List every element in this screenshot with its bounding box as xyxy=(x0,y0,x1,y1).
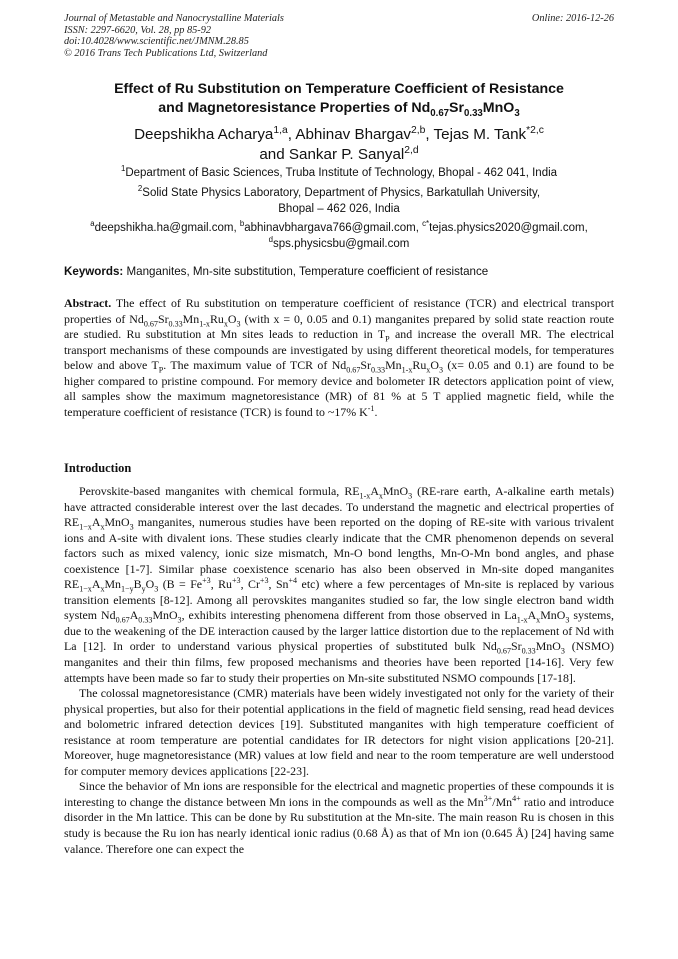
keywords-label: Keywords: xyxy=(64,265,124,278)
body-text: A xyxy=(91,515,101,530)
body-text: O xyxy=(145,577,155,592)
formula-sub: 0.67 xyxy=(115,615,130,625)
abstract-text: Ru xyxy=(412,358,427,373)
title-line-2 xyxy=(40,99,638,118)
formula-sub: 0.67 xyxy=(346,365,361,375)
online-date: Online: 2016-12-26 xyxy=(531,13,614,24)
body-text: etc) where a few percentages of Mn-site is replaced by various transition elements [8-12]. Among all perovskites manganites studied so far, the low single electron band width system Nd xyxy=(64,577,614,623)
affil-sup: 2 xyxy=(137,184,143,194)
formula-sup: +3 xyxy=(259,576,269,586)
formula-sub: 3 xyxy=(154,584,159,594)
affil-text: Department of Basic Sciences, Truba Institute of Technology, Bhopal - 462 041, India xyxy=(125,167,558,179)
formula-sub: 3 xyxy=(565,615,570,625)
formula-sub: x xyxy=(100,584,105,594)
abstract-label: Abstract. xyxy=(64,296,112,310)
introduction-body xyxy=(64,484,614,857)
email-link[interactable]: deepshikha.ha@gmail.com, xyxy=(94,222,240,234)
email-link[interactable]: sps.physicsbu@gmail.com xyxy=(273,237,410,250)
body-text: , Ru xyxy=(210,577,232,592)
formula-sub: 1-x xyxy=(359,491,371,501)
body-text: B xyxy=(133,577,142,592)
formula-sub: 0.33 xyxy=(138,615,153,625)
title-sub: 0.67 xyxy=(430,107,450,119)
author-list xyxy=(40,125,638,164)
author-sup: 1,a xyxy=(273,124,288,136)
affil-text: Solid State Physics Laboratory, Department of Physics, Barkatullah University, xyxy=(142,187,541,199)
abstract-text: Mn xyxy=(182,311,200,326)
intro-paragraph-1 xyxy=(64,484,614,686)
title-line-1: Effect of Ru Substitution on Temperature Coefficient of Resistance xyxy=(114,81,564,97)
formula-sub: x xyxy=(223,318,228,328)
body-text: /Mn xyxy=(492,794,513,809)
title-sub: 0.33 xyxy=(464,107,483,119)
body-text: , Sn xyxy=(268,577,289,592)
abstract-text: (x= 0.05 and 0.1) are found to be higher compared to pristine compound. For memory device and bolometer IR detectors application point of view, all samples show the maximum magnetoresistance (MR) of 81 % at 5 T applied magnetic field, while the temperature coefficient of resistance (TCR) is found to ~17% K xyxy=(64,358,614,419)
affiliation-1 xyxy=(40,166,638,182)
body-text: MnO xyxy=(540,608,566,623)
journal-name: Journal of Metastable and Nanocrystalline Materials xyxy=(64,13,284,24)
body-text: (B = Fe xyxy=(158,577,203,592)
formula-sub: 0.33 xyxy=(370,365,386,375)
email-sup: b xyxy=(239,219,245,229)
body-text: Since the behavior of Mn ions are responsible for the electrical and magnetic properties of these compounds it is interesting to change the distance between Mn ions in the compounds as well as the Mn xyxy=(64,779,614,809)
body-text: A xyxy=(91,577,101,592)
formula-sub: x xyxy=(536,615,541,625)
journal-doi[interactable]: doi:10.4028/www.scientific.net/JMNM.28.85 xyxy=(64,36,249,48)
section-heading-introduction: Introduction xyxy=(64,461,132,475)
body-text: (NSMO) manganites and their thin films, few proposed mechanisms and theories have been reported [14-16]. Very few attempts have been made so far to study their properties on Mn-site substituted NSMO compounds [17-18]. xyxy=(64,639,614,685)
abstract-text: O xyxy=(227,311,237,326)
abstract-text: Ru xyxy=(209,311,224,326)
body-text: A xyxy=(129,608,139,623)
affil-sup: 1 xyxy=(120,164,126,174)
body-text: MnO xyxy=(104,515,130,530)
formula-sub: x xyxy=(378,491,383,501)
formula-sub: 1−y xyxy=(121,584,134,594)
intro-paragraph-2: The colossal magnetoresistance (CMR) materials have been widely investigated not only for the variety of their physical properties, but also for their potential applications in the field of magnetic field sensing, read head devices and bolometric infrared detection devices [19]. Substituted manganites with high temperature coefficient of resistance at room temperature are potential candidates for IR detectors for night vision applications [20-21]. Moreover, huge magnetoresistance (MR) values at low field and near to the room temperature are well understood for computer memory devices applications [22-23]. xyxy=(64,686,614,778)
journal-header xyxy=(64,13,614,59)
author-sup: *2,c xyxy=(526,124,544,136)
email-sup: c* xyxy=(422,219,430,229)
author-sup: 2,b xyxy=(411,124,426,136)
author-separator: , xyxy=(287,126,296,143)
author-name: Tejas M. Tank xyxy=(433,126,527,143)
formula-sup: +3 xyxy=(232,576,241,586)
abstract-text: . xyxy=(374,404,378,419)
author-sup: 2,d xyxy=(404,144,419,156)
formula-sup: 4+ xyxy=(512,793,521,803)
body-text: MnO xyxy=(152,608,178,623)
formula-sub: 1-x xyxy=(401,365,413,375)
abstract-text: The effect of Ru substitution on temperature coefficient of resistance (TCR) and electrical transport properties of Nd xyxy=(64,296,614,326)
body-text: systems, due to the weakening of the DE interaction caused by the larger lattice distortion due to the replacement of Nd with La [12]. In order to understand various physical properties of substituted bulk Nd xyxy=(64,608,614,654)
author-name: Deepshikha Acharya xyxy=(134,126,274,143)
body-text: Perovskite-based manganites with chemical formula, RE xyxy=(79,484,360,498)
formula-sub: P xyxy=(385,334,390,344)
email-sup: a xyxy=(90,219,95,229)
title-text: Sr xyxy=(449,100,465,116)
formula-sub: 0.33 xyxy=(168,318,183,328)
body-text: MnO xyxy=(382,484,409,498)
email-link[interactable]: tejas.physics2020@gmail.com, xyxy=(429,222,588,234)
formula-sub: 1−x xyxy=(79,522,92,532)
abstract-text: O xyxy=(430,358,439,373)
formula-sub: P xyxy=(158,365,164,375)
formula-sub: 3 xyxy=(408,491,413,501)
abstract-text: Mn xyxy=(385,358,402,373)
body-text: A xyxy=(527,608,537,623)
email-sup: d xyxy=(268,234,274,244)
body-text: , exhibits interesting phenomena different from those observed in La xyxy=(181,608,517,623)
body-text: , Cr xyxy=(240,577,260,592)
body-text: (RE-rare earth, A-alkaline earth metals) have attracted considerable interest over the last decades. To understand the magnetic and electrical properties of RE xyxy=(64,484,614,530)
formula-sub: 0.67 xyxy=(143,318,158,328)
author-and: and xyxy=(259,145,289,163)
title-text: MnO xyxy=(482,100,515,116)
body-text: Mn xyxy=(104,577,122,592)
keywords-text: Manganites, Mn-site substitution, Temperature coefficient of resistance xyxy=(123,265,489,278)
formula-sup: 3+ xyxy=(483,793,493,803)
author-separator: , xyxy=(425,126,434,143)
abstract xyxy=(64,296,614,420)
abstract-text: Sr xyxy=(360,358,371,373)
abstract-text: . The maximum value of TCR of Nd xyxy=(163,358,347,373)
formula-sub: x xyxy=(100,522,105,532)
paper-title xyxy=(40,80,638,118)
body-text: manganites, numerous studies have been reported on the doping of RE-site with various trivalent ions and A-site with divalent ions. These studies clearly indicate that the CMR phenomenon depends on several factors such as mixed valency, ionic size mismatch, Mn-O bond lengths, Mn-O-Mn bond angles, and phase coexistence [1-7]. Similar phase coexistence scenario has also been observed in Mn-site doped manganites RE xyxy=(64,515,614,592)
formula-sub: 3 xyxy=(438,365,443,375)
author-name: Sankar P. Sanyal xyxy=(288,145,405,163)
body-text: MnO xyxy=(535,639,561,654)
keywords xyxy=(64,264,624,279)
author-name: Abhinav Bhargav xyxy=(295,126,412,143)
formula-sub: 0.33 xyxy=(521,646,536,656)
journal-issn: ISSN: 2297-6620, Vol. 28, pp 85-92 xyxy=(64,24,212,36)
affiliation-2 xyxy=(40,186,638,217)
email-list xyxy=(40,221,638,252)
formula-sub: 3 xyxy=(236,318,241,328)
formula-sub: 3 xyxy=(560,646,565,656)
affil-text: Bhopal – 462 026, India xyxy=(278,202,400,215)
email-link[interactable]: abhinavbhargava766@gmail.com, xyxy=(244,222,423,234)
formula-sub: 1-x xyxy=(516,615,528,625)
formula-sub: y xyxy=(141,584,146,594)
title-text: and Magnetoresistance Properties of Nd xyxy=(158,100,431,116)
formula-sub: 3 xyxy=(177,615,182,625)
formula-sub: x xyxy=(426,365,431,375)
body-text: A xyxy=(370,484,379,498)
abstract-text: Sr xyxy=(157,311,169,326)
body-text: Sr xyxy=(511,639,522,654)
intro-paragraph-3 xyxy=(64,779,614,857)
abstract-text: (with x = 0, 0.05 and 0.1) manganites prepared by solid state reaction route are studied. Ru substitution at Mn sites leads to reduction in T xyxy=(64,311,614,342)
formula-sub: 1-x xyxy=(199,318,210,328)
formula-sup: -1 xyxy=(367,403,375,413)
journal-copyright: © 2016 Trans Tech Publications Ltd, Switzerland xyxy=(64,47,268,59)
formula-sub: 3 xyxy=(129,522,134,532)
formula-sup: +4 xyxy=(288,576,298,586)
abstract-text: and increase the overall MR. The electrical transport mechanisms of these compounds are investigated by using different theoretical models, for temperatures below and above T xyxy=(64,327,614,373)
formula-sub: 0.67 xyxy=(496,646,511,656)
body-text: ratio and introduce disorder in the Mn lattice. This can be done by Ru substitution at the Mn-site. The main reason Ru is chosen in this study is because the Ru ion has nearly identical ionic radius (0.68 Å) as that of Mn ion (0.645 Å) [24] having same valance. Therefore one can expect the xyxy=(64,794,614,856)
title-sub: 3 xyxy=(514,107,520,119)
formula-sub: 1−x xyxy=(79,584,92,594)
formula-sup: +3 xyxy=(202,576,211,586)
